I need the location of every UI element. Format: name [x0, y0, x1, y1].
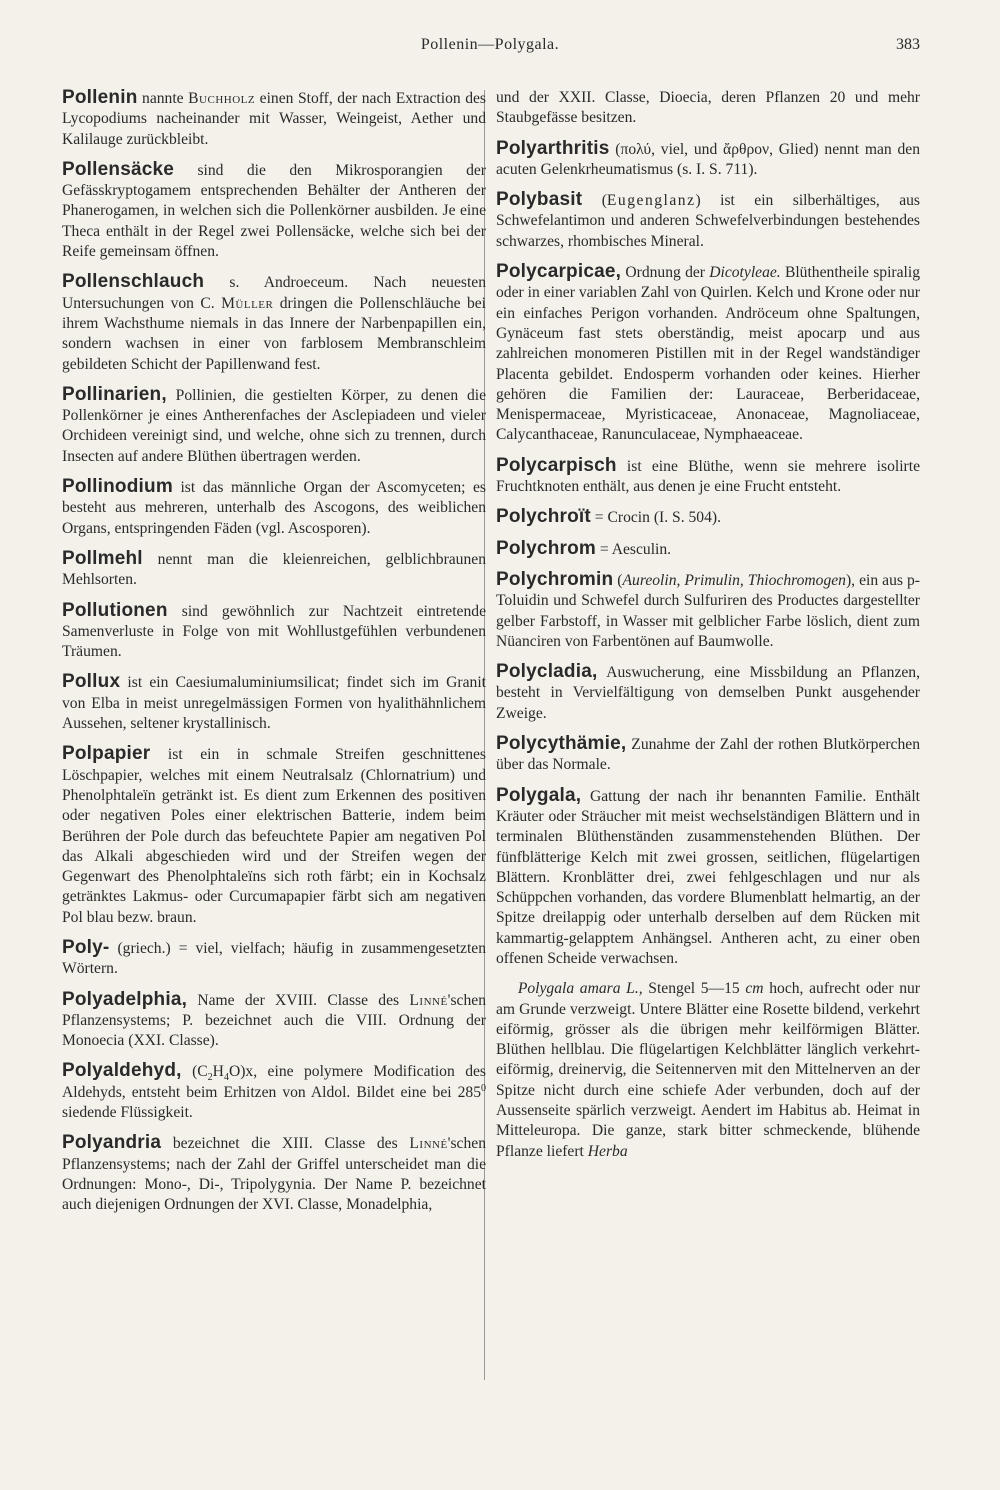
entry-polyaldehyd [62, 1061, 486, 1123]
entry-text: Auswucherung, eine Missbildung an Pflanzen, besteht in Vervielfältigung von demselben Punkt ausgehender Zweige. [496, 664, 920, 722]
entry-text: einen Stoff, der nach Extraction des Lycopodiums nacheinander mit Wasser, Weingeist, Aether und Kalilauge zurückbleibt. [62, 90, 486, 148]
entry-text: bezeichnet die XIII. Classe des [161, 1135, 410, 1153]
headword: Polycythämie, [496, 733, 627, 755]
formula-subscript: 4 [223, 1072, 229, 1084]
entry-text: sind die den Mikrosporangien der Gefässkryptogamem entsprechenden Behälter der Antheren der Phanerogamen, in welchen sich die Pollenkörner ausbilden. Je eine Theca enthält in der Regel zwei Pollensäcke, welche sich bei der Reife gemeinsam öffnen. [62, 161, 486, 261]
entry-polybasit [496, 190, 920, 252]
headword: Polyaldehyd, [62, 1060, 182, 1082]
entry-polpapier [62, 744, 486, 928]
entry-text: Gattung der nach ihr benannten Familie. Enthält Kräuter oder Sträucher mit meist wechselständigen Blättern und in terminalen Blüthenständen zusammenstehenden Blüthen. Der fünfblätterige Kelch mit zwei grossen, seitlichen, flügelartigen Blättern. Kronblätter drei, zwei fehlgeschlagen und nur als Schüppchen vorhanden, das vordere Blumenblatt helmartig, an der Spitze dreilappig oder unterhalb derselben auf dem Rücken mit kammartig-gelapptem Anhängsel. Antheren acht, zu einer oben offenen Scheide verwachsen. [496, 787, 920, 967]
entry-polyadelphia [62, 990, 486, 1052]
entry-text: ist das männliche Organ der Ascomyceten; es besteht aus mehreren, unterhalb des Ascogons, des weiblichen Organs, entspringenden Fäden (vgl. Ascosporen). [62, 479, 486, 537]
entry-polychroit [496, 507, 920, 528]
entry-text: Stengel 5—15 [642, 980, 746, 998]
headword: Polyarthritis [496, 137, 610, 159]
headword: Poly- [62, 936, 110, 958]
entry-text: (πολύ, viel, und ἄρθρον, Glied) nennt man den acuten Gelenkrheumatismus (s. I. S. 711). [496, 140, 920, 178]
author-name: Linné [409, 1135, 448, 1153]
entry-text: Name der XVIII. Classe des [187, 991, 410, 1009]
entry-text: = Crocin (I. S. 504). [590, 509, 721, 527]
entry-text: s. Androeceum. Nach neuesten Untersuchungen von C. [62, 274, 486, 312]
right-column [496, 88, 920, 1172]
formula [181, 1063, 254, 1084]
entry-text: Blüthentheile spiralig oder in einer variablen Zahl von Quirlen. Kelch und Krone oder nur ein einfaches Perigon vorhanden. Andröceum ohne Spaltungen, Gynäceum fast stets oberständig, meist apocarp und aus zahlreichen monomeren Pistillen mit in der Regel wandständiger Placenta gebildet. Endosperm vorhanden oder keines. Hierher gehören die Familien der: Lauraceae, Berberidaceae, Menispermaceae, Myristicaceae, Anonaceae, Magnoliaceae, Calycanthaceae, Ranunculaceae, Nymphaeaceae. [496, 264, 920, 444]
headword: Pollutionen [62, 599, 168, 621]
entry-text: und der XXII. Classe, Dioecia, deren Pflanzen 20 und mehr Staubgefässe besitzen. [496, 89, 920, 127]
species-name: Polygala amara L., [517, 980, 643, 998]
italic-term: Dicotyleae. [709, 264, 781, 282]
entry-polycarpicae [496, 262, 920, 446]
entry-text: ist ein Caesiumaluminiumsilicat; findet sich im Granit von Elba in meist unregelmässigen Formen von hyalithähnlichem Aussehen, seltener krystallinisch. [62, 674, 486, 733]
entry-text: Zunahme der Zahl der rothen Blutkörperchen über das Normale. [496, 736, 920, 774]
entry-polychromin [496, 570, 920, 652]
entry-text: 'schen Pflanzensystems; P. bezeichnet auch die VIII. Ordnung der Monoecia (XXI. Classe). [62, 991, 486, 1050]
headword: Polybasit [496, 189, 583, 211]
entry-text: ( [582, 192, 607, 210]
headword: Pollinodium [62, 476, 173, 498]
entry-polygala-amara [496, 979, 920, 1162]
headword: Polycladia, [496, 661, 598, 683]
entry-text: ist eine Blüthe, wenn sie mehrere isolirte Fruchtknoten enthält, aus denen je eine Frucht entsteht. [496, 457, 920, 496]
headword: Pollensäcke [62, 158, 175, 180]
headword: Polygala, [496, 784, 582, 806]
headword: Polychrom [496, 537, 596, 559]
left-column [62, 88, 486, 1226]
headword: Polyadelphia, [62, 988, 188, 1010]
headword: Pollenschlauch [62, 271, 205, 293]
entry-polyarthritis [496, 139, 920, 181]
entry-text: ist ein in schmale Streifen geschnittenes Löschpapier, welches mit einem Neutralsalz (Chlornatrium) und Phenolphtaleïn getränkt ist. Es dient zum Erkennen des positiven oder negativen Poles einer elektrischen Batterie, indem beim Berühren der Pole durch das befeuchtete Papier am negativen Pol das Alkali abgeschieden wird und der Streifen wegen der Gegenwart des Phenolphtaleïns sich roth färbt; ein in Kochsalz getränktes Lakmus- oder Curcumapapier färbt sich am negativen Pol blau bezw. braun. [62, 746, 486, 926]
formula-subscript: 2 [207, 1072, 213, 1084]
degree-mark: 0 [481, 1082, 486, 1094]
running-head: Pollenin—Polygala. [420, 36, 560, 53]
headword: Pollux [62, 671, 121, 693]
headword: Polyandria [62, 1132, 162, 1154]
entry-text: sind gewöhnlich zur Nachtzeit eintretende Samenverluste in Folge von mit Wohllustgefühlen verbundenen Träumen. [62, 602, 486, 661]
spaced-term: Eugenglanz [606, 192, 696, 210]
entry-text: siedende Flüssigkeit. [62, 1104, 193, 1122]
author-name: Buchholz [188, 90, 256, 107]
entry-polycladia [496, 662, 920, 724]
entry-polygala [496, 786, 920, 970]
formula-part: (C [181, 1063, 208, 1081]
entry-pollinodium [62, 477, 486, 539]
entry-text: (griech.) = viel, vielfach; häufig in zusammengesetzten Wörtern. [62, 939, 486, 978]
entry-text: nannte [137, 90, 189, 107]
author-name: Linné [409, 991, 448, 1009]
entry-text: = Aesculin. [596, 540, 672, 558]
entry-pollenschlauch [62, 272, 486, 374]
headword: Polycarpicae, [496, 261, 622, 283]
entry-text: , eine polymere Modification des Aldehyds, entsteht beim Erhitzen von Aldol. Bildet eine bei 285 [62, 1063, 486, 1101]
entry-pollenin [62, 88, 486, 150]
entry-polycythaemie [496, 734, 920, 776]
entry-pollux [62, 672, 486, 734]
unit: cm [745, 980, 764, 998]
italic-term: Aureolin, Primulin, Thiochromogen [622, 571, 846, 589]
author-name: Müller [221, 294, 274, 312]
page-header [60, 36, 920, 60]
italic-term: Herba [587, 1142, 628, 1160]
formula-part: H [212, 1063, 224, 1081]
entry-polychrom [496, 539, 920, 560]
formula-part: O)x [228, 1063, 254, 1081]
headword: Polpapier [62, 743, 151, 765]
entry-text: Pollinien, die gestielten Körper, zu denen die Pollenkörner je eines Antherenfaches der Asclepiadeen und vieler Orchideen vereinigt sind, und welche, ohne sich zu trennen, durch Insecten auf andere Blüthen übertragen werden. [62, 386, 486, 465]
headword: Pollinarien, [62, 383, 167, 405]
headword: Pollmehl [62, 547, 143, 569]
entry-text: 'schen Pflanzensystems; nach der Zahl der Griffel unterscheidet man die Ordnungen: Mono-, Di-, Tripolygynia. Der Name P. bezeichnet auch diejenigen Ordnungen der XVI. Classe, Monadelphia, [62, 1135, 486, 1214]
entry-text: ( [613, 571, 623, 589]
headword: Polycarpisch [496, 454, 617, 476]
entry-poly [62, 938, 486, 980]
entry-pollensaecke [62, 160, 486, 262]
headword: Pollenin [62, 87, 138, 108]
entry-text: nennt man die kleienreichen, gelblichbraunen Mehlsorten. [62, 550, 486, 589]
entry-pollmehl [62, 549, 486, 591]
entry-text: ), ein aus p-Toluidin und Schwefel durch Sulfuriren des Productes dargestellter gelber Farbstoff, in Wasser mit gelblicher Farbe löslich, dient zum Nüanciren von Farbentönen auf Baumwolle. [496, 571, 920, 650]
entry-text: ) ist ein silberhältiges, aus Schwefelantimon und anderen Schwefelverbindungen bestehendes schwarzes, rhombisches Mineral. [496, 192, 921, 250]
headword: Polychromin [496, 568, 614, 590]
entry-pollinarien [62, 385, 486, 467]
entry-text: hoch, aufrecht oder nur am Grunde verzweigt. Untere Blätter eine Rosette bildend, verkehrt eiförmig, grösser als die übrigen mehr keilförmigen Blätter. Blüthen hellblau. Die flügelartigen Kelchblätter länglich verkehrt-eiförmig, dreinervig, die Seitennerven mit den Mittelnerven an der Spitze nicht durch eine schiefe Ader verbunden, doch auf der Aussenseite spärlich verzweigt. Aendert im Habitus ab. Heimat in Mitteleuropa. Die ganze, stark bitter schmeckende, blühende Pflanze liefert [496, 980, 920, 1160]
entry-text: Ordnung der [621, 264, 710, 282]
entry-text: dringen die Pollenschläuche bei ihrem Wachsthume niemals in das Innere der Narbenpapillen ein, sondern wachsen in einer von farblosem Membranschleim gebildeten Schicht der Papillenwand fest. [62, 294, 486, 373]
entry-polyandria [62, 1133, 486, 1215]
entry-continuation [496, 88, 920, 129]
headword: Polychroït [496, 506, 591, 528]
entry-pollutionen [62, 601, 486, 663]
entry-polycarpisch [496, 456, 920, 498]
page-number: 383 [896, 36, 920, 53]
